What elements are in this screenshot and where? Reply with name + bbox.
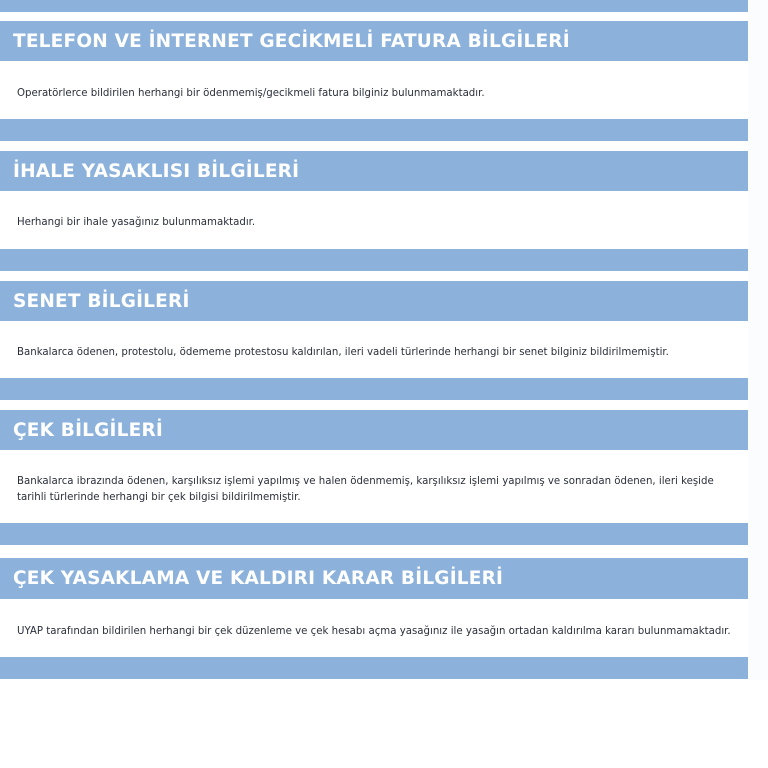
section-header-cheques: ÇEK BİLGİLERİ	[0, 410, 748, 450]
section-text-tender-ban: Herhangi bir ihale yasağınız bulunmamaktadır.	[17, 217, 256, 228]
section-divider-bar	[0, 119, 748, 141]
section-divider-bar	[0, 249, 748, 271]
section-divider-bar	[0, 0, 748, 12]
section-header-cheque-ban-decisions: ÇEK YASAKLAMA VE KALDIRI KARAR BİLGİLERİ	[0, 558, 748, 599]
section-header-tender-ban: İHALE YASAKLISI BİLGİLERİ	[0, 151, 748, 191]
section-header-promissory-notes: SENET BİLGİLERİ	[0, 281, 748, 321]
section-text-cheques: Bankalarca ibrazında ödenen, karşılıksız işlemi yapılmış ve halen ödenmemiş, karşılıksız işlemi yapılmış ve sonradan ödenen, ileri keşide tarihli türlerinde herhangi bir çek bilgisi bildirilmemiştir.	[17, 476, 714, 503]
section-header-phone-internet-bills: TELEFON VE İNTERNET GECİKMELİ FATURA BİLGİLERİ	[0, 21, 748, 61]
section-divider-bar	[0, 657, 748, 679]
section-text-promissory-notes: Bankalarca ödenen, protestolu, ödememe protestosu kaldırılan, ileri vadeli türlerinde herhangi bir senet bilginiz bildirilmemiştir.	[17, 347, 669, 358]
section-text-phone-internet-bills: Operatörlerce bildirilen herhangi bir ödenmemiş/gecikmeli fatura bilginiz bulunmamaktadır.	[17, 88, 485, 99]
section-divider-bar	[0, 378, 748, 400]
section-divider-bar	[0, 523, 748, 545]
section-text-cheque-ban-decisions: UYAP tarafından bildirilen herhangi bir çek düzenleme ve çek hesabı açma yasağınız ile yasağın ortadan kaldırılma kararı bulunmamaktadır.	[17, 626, 731, 637]
page-right-margin	[748, 0, 768, 680]
